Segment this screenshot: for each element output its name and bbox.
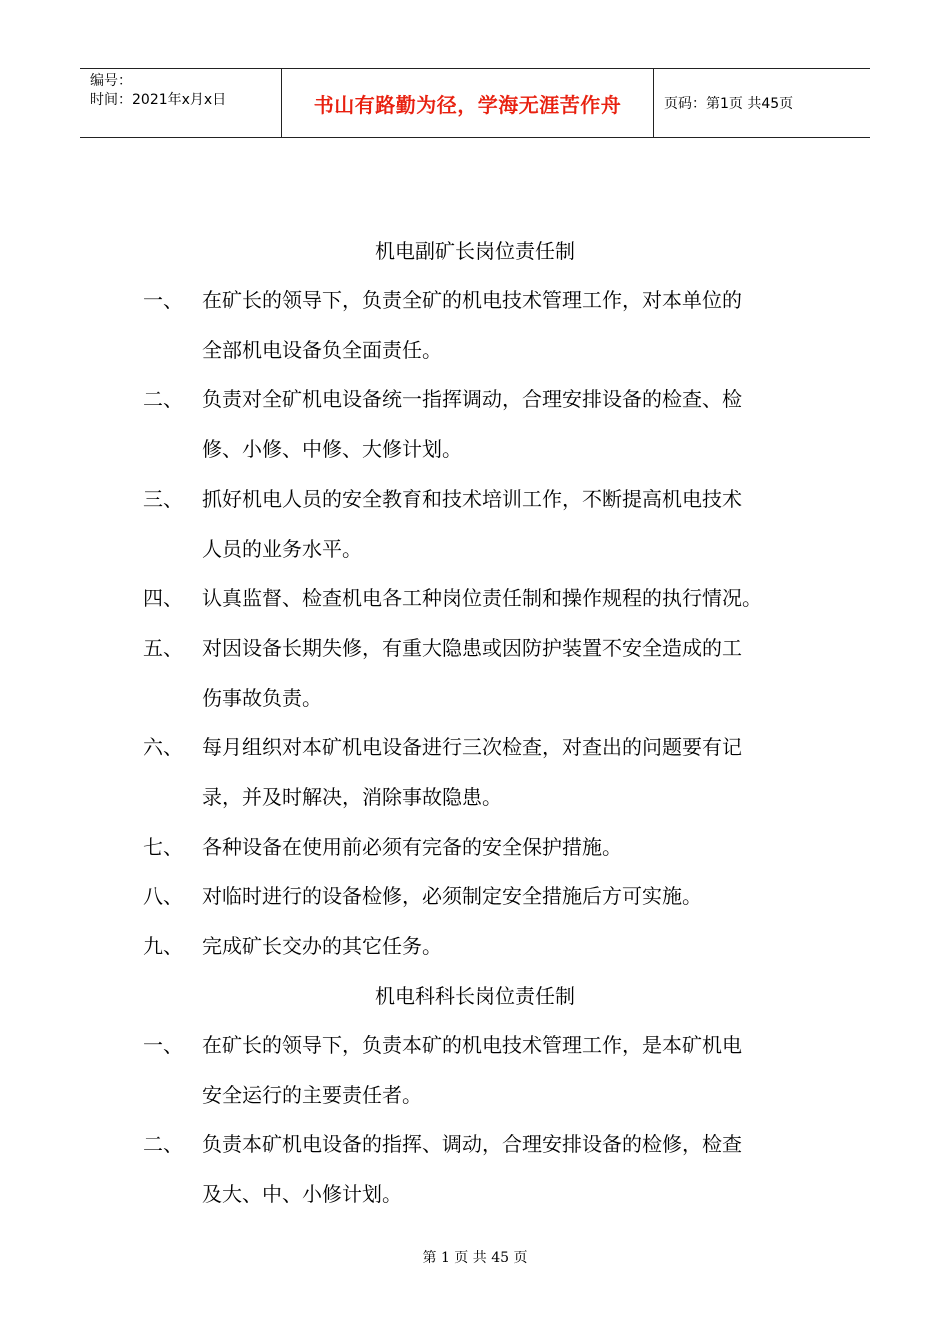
- item-text-line: 认真监督、检查机电各工种岗位责任制和操作规程的执行情况。: [202, 586, 762, 611]
- item-text-line: 录，并及时解决，消除事故隐患。: [202, 785, 502, 809]
- item-text-line: 各种设备在使用前必须有完备的安全保护措施。: [202, 834, 622, 859]
- item-text-line: 每月组织对本矿机电设备进行三次检查，对查出的问题要有记: [202, 735, 742, 760]
- header-page-info: 页码：第1页 共45页: [664, 96, 794, 112]
- item-number: 七、: [143, 834, 183, 859]
- item-text-line: 人员的业务水平。: [202, 536, 362, 561]
- item-text-line: 全部机电设备负全面责任。: [202, 337, 442, 362]
- item-text-line: 完成矿长交办的其它任务。: [202, 934, 442, 959]
- section-title: 机电科科长岗位责任制: [375, 984, 575, 1008]
- item-number: 五、: [143, 635, 183, 660]
- item-number: 九、: [143, 934, 183, 959]
- item-number: 四、: [143, 586, 183, 611]
- section-title: 机电副矿长岗位责任制: [375, 239, 575, 263]
- item-number: 二、: [143, 1132, 183, 1157]
- page-header: [80, 68, 870, 138]
- item-text-line: 及大、中、小修计划。: [202, 1182, 402, 1207]
- item-text-line: 对因设备长期失修，有重大隐患或因防护装置不安全造成的工: [202, 635, 742, 660]
- item-text-line: 修、小修、中修、大修计划。: [202, 437, 462, 462]
- item-text-line: 对临时进行的设备检修，必须制定安全措施后方可实施。: [202, 884, 702, 909]
- item-text-line: 安全运行的主要责任者。: [202, 1082, 422, 1107]
- item-text-line: 负责本矿机电设备的指挥、调动，合理安排设备的检修，检查: [202, 1132, 742, 1157]
- item-number: 六、: [143, 735, 183, 760]
- item-text-line: 抓好机电人员的安全教育和技术培训工作，不断提高机电技术: [202, 486, 742, 511]
- item-number: 一、: [143, 288, 183, 312]
- item-number: 八、: [143, 884, 183, 909]
- header-meta: [80, 69, 282, 137]
- item-number: 二、: [143, 387, 183, 412]
- item-number: 一、: [143, 1033, 183, 1057]
- header-motto: 书山有路勤为径，学海无涯苦作舟: [313, 92, 622, 117]
- item-number: 三、: [143, 486, 183, 511]
- header-motto-cell: [282, 69, 654, 137]
- serial-label: 编号：: [90, 73, 132, 89]
- item-text-line: 在矿长的领导下，负责本矿的机电技术管理工作，是本矿机电: [202, 1033, 742, 1057]
- page-footer: 第 1 页 共 45 页: [422, 1250, 528, 1266]
- item-text-line: 负责对全矿机电设备统一指挥调动，合理安排设备的检查、检: [202, 387, 742, 412]
- time-label: 时间：2021年x月x日: [90, 92, 227, 108]
- item-text-line: 在矿长的领导下，负责全矿的机电技术管理工作，对本单位的: [202, 288, 742, 312]
- item-text-line: 伤事故负责。: [202, 685, 322, 710]
